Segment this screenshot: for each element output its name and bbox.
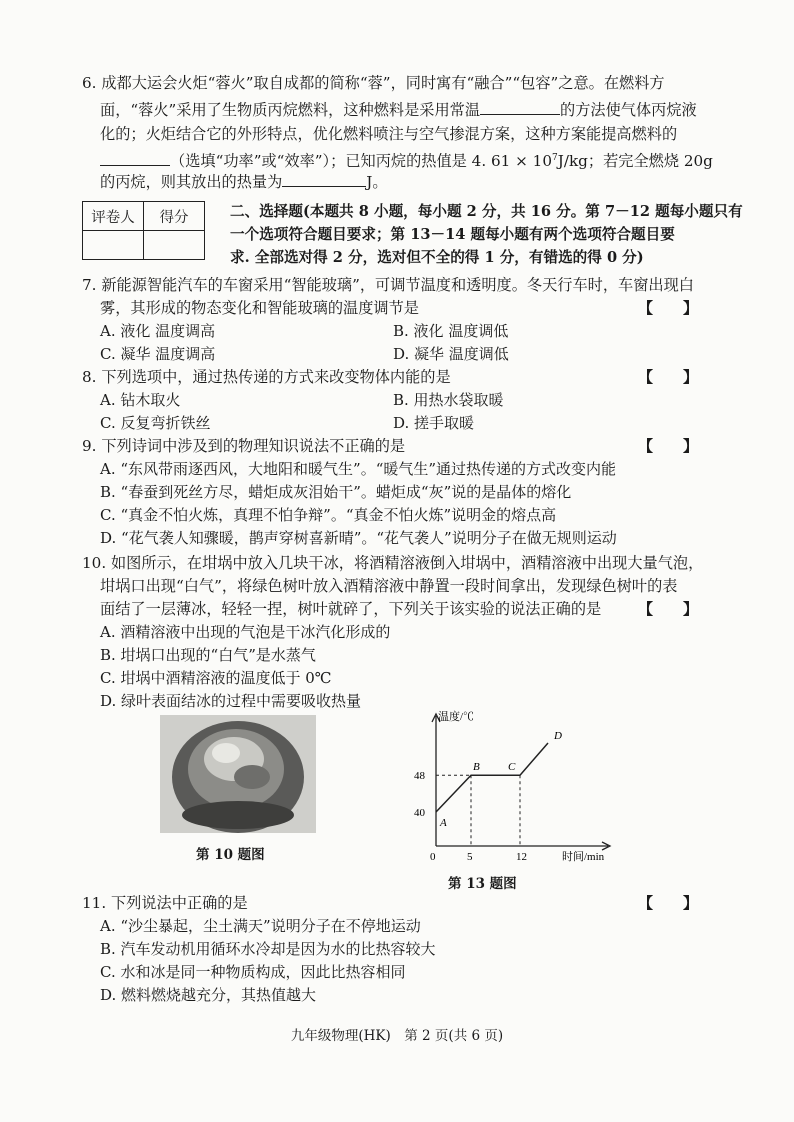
q11-line1: 11. 下列说法中正确的是 (82, 894, 248, 912)
q6-blank-3[interactable] (282, 172, 366, 187)
q8-answer-bracket[interactable]: 【 】 (638, 368, 699, 386)
fig13-graph (412, 700, 622, 868)
q8-option-a: A. 钻木取火 (100, 391, 181, 409)
section2-line2: 一个选项符合题目要求；第 13－14 题每小题有两个选项符合题目要 (230, 226, 675, 243)
fig10-photo (160, 715, 316, 833)
q10-line3: 面结了一层薄冰，轻轻一捏，树叶就碎了，下列关于该实验的说法正确的是 (100, 600, 602, 618)
q8-option-b: B. 用热水袋取暖 (393, 391, 504, 409)
point-label-b: B (473, 761, 480, 774)
section2-line1: 二、选择题(本题共 8 小题，每小题 2 分，共 16 分。第 7－12 题每小题只有 (230, 203, 743, 220)
q7-option-d: D. 凝华 温度调低 (393, 345, 509, 363)
q9-option-d: D. “花气袭人知骤暖，鹊声穿树喜新晴”。“花气袭人”说明分子在做无规则运动 (100, 529, 617, 547)
q6-line1: 6. 成都大运会火炬“蓉火”取自成都的简称“蓉”，同时寓有“融合”“包容”之意。在燃料方 (82, 74, 665, 92)
q11-option-c: C. 水和冰是同一种物质构成，因此比热容相同 (100, 963, 406, 981)
point-label-a: A (440, 817, 447, 829)
q7-line1: 7. 新能源智能汽车的车窗采用“智能玻璃”，可调节温度和透明度。冬天行车时，车窗出现白 (82, 276, 694, 294)
q8-line1: 8. 下列选项中，通过热传递的方式来改变物体内能的是 (82, 368, 451, 386)
score-box-score-label: 得分 (144, 202, 205, 231)
q9-answer-bracket[interactable]: 【 】 (638, 437, 699, 455)
q9-line1: 9. 下列诗词中涉及到的物理知识说法不正确的是 (82, 437, 406, 455)
q6-line3: 化的；火炬结合它的外形特点，优化燃料喷注与空气掺混方案，这种方案能提高燃料的 (100, 125, 678, 143)
q6-line5: 的丙烷，则其放出的热量为 J。 (100, 173, 388, 191)
score-box-grader-label: 评卷人 (83, 202, 144, 231)
q7-option-a: A. 液化 温度调高 (100, 322, 216, 340)
q11-answer-bracket[interactable]: 【 】 (638, 894, 699, 912)
q10-answer-bracket[interactable]: 【 】 (638, 600, 699, 618)
page-footer: 九年级物理(HK) 第 2 页(共 6 页) (290, 1028, 504, 1044)
q10-line1: 10. 如图所示，在坩埚中放入几块干冰，将酒精溶液倒入坩埚中，酒精溶液中出现大量气泡， (82, 554, 704, 572)
q6-blank-2[interactable] (100, 151, 170, 166)
q8-option-d: D. 搓手取暖 (393, 414, 475, 432)
q11-option-b: B. 汽车发动机用循环水冷却是因为水的比热容较大 (100, 940, 436, 958)
x-tick-label: 12 (516, 851, 527, 863)
point-label-c: C (508, 761, 516, 774)
q6-line2: 面，“蓉火”采用了生物质丙烷燃料，这种燃料是采用常温 的方法使气体丙烷液 (100, 101, 697, 119)
y-axis-label: 温度/℃ (438, 711, 475, 723)
q7-answer-bracket[interactable]: 【 】 (638, 299, 699, 317)
q7-option-b: B. 液化 温度调低 (393, 322, 509, 340)
q11-option-a: A. “沙尘暴起，尘土满天”说明分子在不停地运动 (100, 917, 421, 935)
x-tick-label: 5 (467, 851, 473, 863)
q7-line2: 雾，其形成的物态变化和智能玻璃的温度调节是 (100, 299, 419, 317)
fig10-caption: 第 10 题图 (196, 847, 265, 863)
q9-option-a: A. “东风带雨逐西风，大地阳和暖气生”。“暖气生”通过热传递的方式改变内能 (100, 460, 617, 478)
y-tick-label: 48 (414, 770, 425, 783)
q8-option-c: C. 反复弯折铁丝 (100, 414, 211, 432)
q9-option-b: B. “春蚕到死丝方尽，蜡炬成灰泪始干”。蜡炬成“灰”说的是晶体的熔化 (100, 483, 572, 501)
origin-label: 0 (430, 851, 436, 863)
q10-option-c: C. 坩埚中酒精溶液的温度低于 0℃ (100, 669, 332, 687)
q11-option-d: D. 燃料燃烧越充分，其热值越大 (100, 986, 317, 1004)
q10-option-a: A. 酒精溶液中出现的气泡是干冰汽化形成的 (100, 623, 391, 641)
score-box (82, 201, 205, 260)
score-box-grader-cell[interactable] (83, 231, 144, 260)
q10-line2: 坩埚口出现“白气”，将绿色树叶放入酒精溶液中静置一段时间拿出，发现绿色树叶的表 (100, 577, 678, 595)
graph-layer (414, 709, 610, 863)
q6-blank-1[interactable] (480, 100, 560, 115)
q10-option-b: B. 坩埚口出现的“白气”是水蒸气 (100, 646, 316, 664)
fig13-caption: 第 13 题图 (448, 876, 517, 892)
section2-line3: 求. 全部选对得 2 分，选对但不全的得 1 分，有错选的得 0 分) (230, 249, 644, 266)
q10-option-d: D. 绿叶表面结冰的过程中需要吸收热量 (100, 692, 362, 710)
temperature-line (436, 743, 548, 812)
point-label-d: D (554, 730, 562, 742)
crucible-image (160, 715, 316, 833)
q7-option-c: C. 凝华 温度调高 (100, 345, 216, 363)
q9-option-c: C. “真金不怕火炼，真理不怕争辩”。“真金不怕火炼”说明金的熔点高 (100, 506, 557, 524)
q6-line4: （选填“功率”或“效率”）；已知丙烷的热值是 4. $61 \times 10^7J/kg$；若完全燃烧 20g (100, 147, 713, 172)
x-axis-label: 时间/min (562, 851, 605, 863)
y-tick-label: 40 (414, 807, 425, 819)
score-box-score-cell[interactable] (144, 231, 205, 260)
